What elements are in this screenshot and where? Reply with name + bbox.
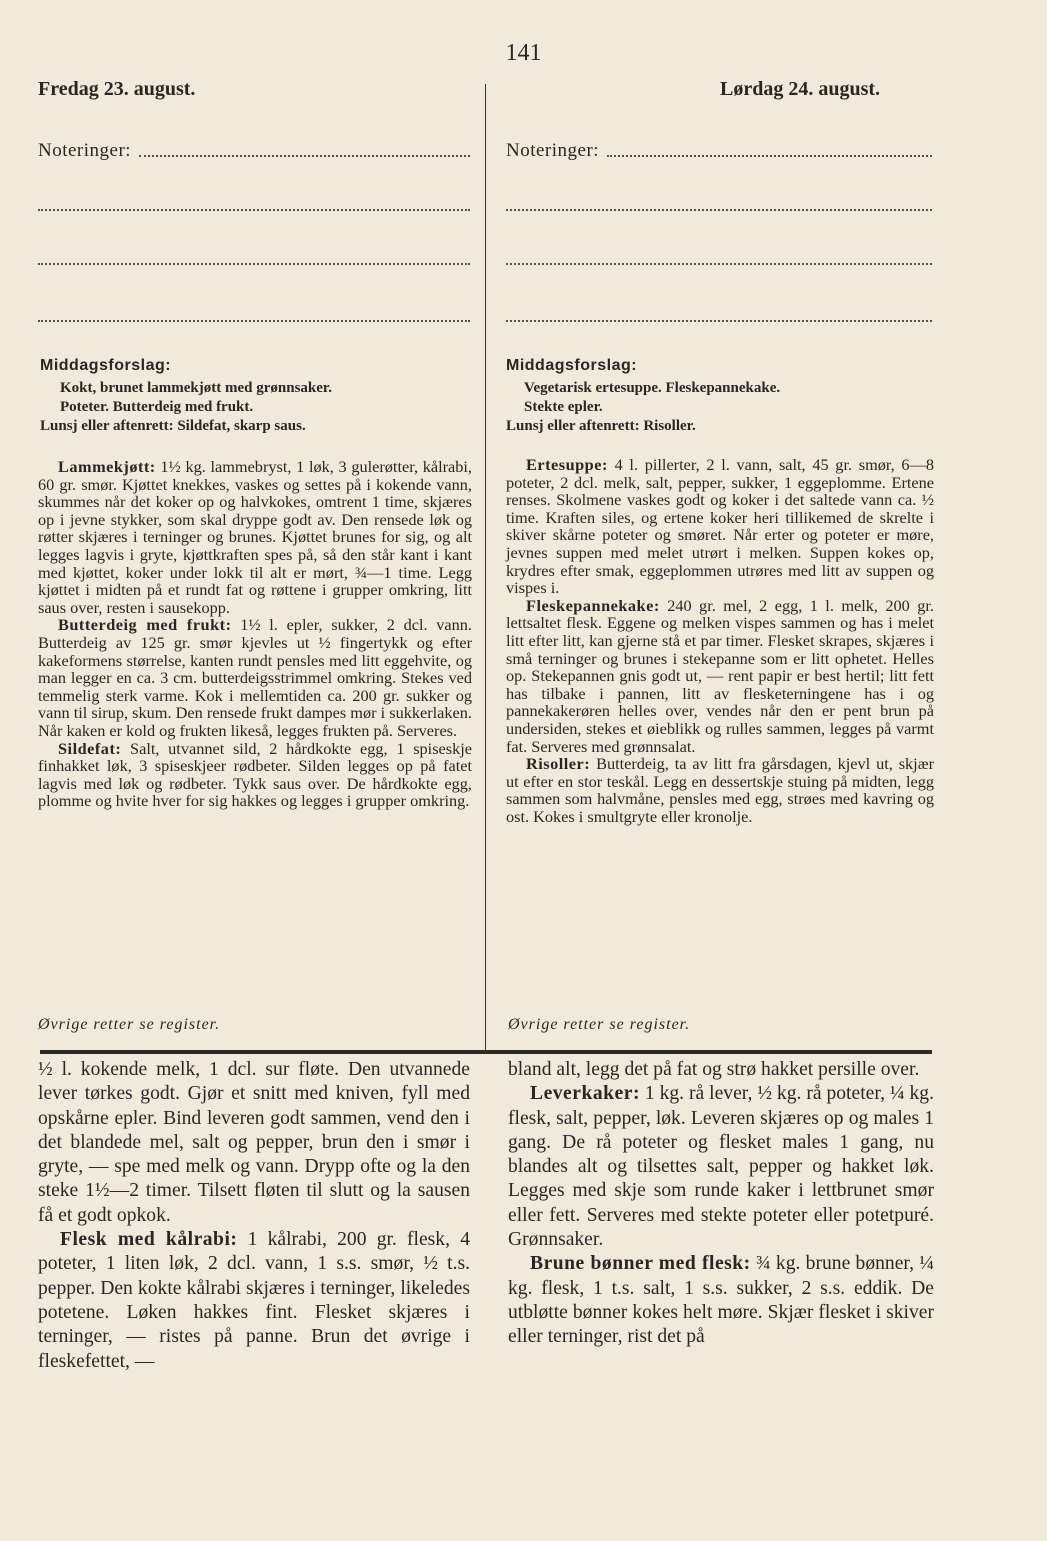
menu-line: Lunsj eller aftenrett: Sildefat, skarp saus. bbox=[40, 418, 306, 434]
recipe-text: Salt, utvannet sild, 2 hårdkokte egg, 1 spiseskje finhakket løk, 3 spiseskjeer rødbeter. Silden legges op på fatet lagvis med løk og rødbeter. Tykk saus over. De hårdkokte egg, plomme og hvite hver for sig hakkes og legges i grupper omkring. bbox=[38, 738, 472, 811]
paragraph: Brune bønner med flesk: ¾ kg. brune bønner, ¼ kg. flesk, 1 t.s. salt, 1 s.s. sukker, 2 s.s. eddik. De utbløtte bønner kokes helt møre. Skjær flesket i skiver eller terninger, rist det på bbox=[508, 1253, 934, 1348]
recipe-name: Leverkaker: bbox=[530, 1083, 640, 1105]
lower-left-text bbox=[38, 1058, 470, 1374]
recipe-text: Butterdeig, ta av litt fra gårsdagen, kjevl ut, skjær ut efter en stor teskål. Legg en dessertskje stuing på midten, legg sammen som halvmåne, pensles med egg, strøes med kavring og ost. Kokes i smultgryte eller kronolje. bbox=[506, 754, 934, 826]
lower-right-text bbox=[508, 1058, 934, 1350]
recipe-text: 4 l. pillerter, 2 l. vann, salt, 45 gr. smør, 6—8 poteter, 2 dcl. melk, salt, pepper, sukker, 1 eggeplomme. Ertene renses. Skolmene vaskes godt og koker i det saltede vann ca. ½ time. Kraften siles, og ertene koker heri tillikemed de skrelte i skiver skårne poteter og smøret. Når erter og poteter er møre, jevnes suppen med melet utrørt i melken. Suppen kokes op, krydres efter smak, eggeplommen utrøres med litt av suppen og vispes i. bbox=[506, 455, 934, 598]
column-divider bbox=[485, 84, 486, 1050]
recipe-text: 240 gr. mel, 2 egg, 1 l. melk, 200 gr. lettsaltet flesk. Eggene og melken vispes sammen og has i melet litt efter litt, kan gjerne stå et par timer. Flesket skrapes, skjæres i små terninger og brunes i stekepanne som er litt ophetet. Helles op. Stekepannen gnis godt ut, — rent papir er best hertil; litt fett has tilbake i pannen, litt av flesketerningene has i og pannekakerøren helles over, vendes når den er pent brun på undersiden, stekes et øieblikk og rulles sammen, legges på varmt fat. Serveres med grønnsalat. bbox=[506, 595, 934, 756]
recipe-name: Flesk med kålrabi: bbox=[60, 1229, 238, 1251]
recipe-text: 1½ l. epler, sukker, 2 dcl. vann. Butterdeig av 125 gr. smør kjevles ut ½ fingertykk og efter kakeformens størrelse, kanten rundt pensles med litt eggehvite, og man legger en ca. 3 cm. butterdeigsstrimmel omkring. Stekes ved temmelig sterk varme. Kok i mellemtiden ca. 200 gr. sukker og vann til sirup, skum. Den rensede frukt dampes mør i sukkerlaken. Når kaken er kold og frukten likeså, legges frukten på. Serveres. bbox=[38, 615, 472, 740]
paragraph: bland alt, legg det på fat og strø hakket persille over. bbox=[508, 1059, 920, 1080]
left-menu bbox=[40, 357, 472, 436]
notes-line bbox=[506, 208, 932, 211]
recipe-name: Lammekjøtt: bbox=[58, 457, 156, 476]
right-notes bbox=[506, 140, 932, 322]
recipe bbox=[506, 597, 934, 755]
right-menu bbox=[506, 357, 932, 436]
recipe-name: Fleskepannekake: bbox=[526, 595, 660, 615]
recipe bbox=[506, 456, 934, 597]
recipe bbox=[38, 616, 472, 739]
recipe bbox=[38, 458, 472, 616]
notes-line bbox=[38, 319, 470, 322]
notes-line bbox=[38, 208, 470, 211]
recipe bbox=[38, 740, 472, 810]
notes-line bbox=[506, 262, 932, 265]
left-notes-label: Noteringer: bbox=[38, 140, 132, 161]
recipe-name: Brune bønner med flesk: bbox=[530, 1253, 751, 1275]
recipe-name: Butterdeig med frukt: bbox=[58, 615, 232, 635]
recipe-name: Ertesuppe: bbox=[526, 455, 608, 474]
right-day-heading: Lørdag 24. august. bbox=[720, 78, 881, 100]
right-middag-label: Middagsforslag: bbox=[506, 357, 638, 374]
notes-line bbox=[139, 154, 470, 157]
paragraph: Leverkaker: 1 kg. rå lever, ½ kg. rå poteter, ¼ kg. flesk, salt, pepper, løk. Leveren skjæres op og males 1 gang. De rå poteter og flesket males 1 gang, nu blandes alt og tilsettes salt, pepper og hakket løk. Legges med skje som runde kaker i lettbrunet smør eller fett. Serveres med stekte poteter eller potetpuré. Grønnsaker. bbox=[508, 1083, 934, 1251]
section-rule bbox=[40, 1050, 932, 1054]
recipe bbox=[506, 755, 934, 825]
paragraph: ½ l. kokende melk, 1 dcl. sur fløte. Den utvannede lever tørkes godt. Gjør et snitt med kniven, fyll med opskårne epler. Bind leveren godt sammen, vend den i det blandede mel, salt og pepper, brun den i smør i gryte, — spe med melk og vann. Drypp ofte og la den steke 1½—2 timer. Tilsett fløten til slutt og la sausen få et godt opkok. bbox=[38, 1059, 470, 1226]
menu-line: Kokt, brunet lammekjøtt med grønnsaker. bbox=[60, 380, 332, 396]
notes-line bbox=[38, 262, 470, 265]
left-notes bbox=[38, 140, 470, 322]
left-day-heading: Fredag 23. august. bbox=[38, 78, 196, 100]
menu-line: Stekte epler. bbox=[524, 399, 603, 415]
menu-line: Vegetarisk ertesuppe. Fleskepannekake. bbox=[524, 380, 781, 396]
page-number: 141 bbox=[505, 40, 542, 66]
menu-line: Poteter. Butterdeig med frukt. bbox=[60, 399, 254, 415]
notes-line bbox=[506, 319, 932, 322]
menu-line: Lunsj eller aftenrett: Risoller. bbox=[506, 418, 696, 434]
paragraph: Flesk med kålrabi: 1 kålrabi, 200 gr. flesk, 4 poteter, 1 liten løk, 2 dcl. vann, 1 s.s. smør, ½ t.s. pepper. Den kokte kålrabi skjæres i terninger, likeledes potetene. Løken hakkes fint. Flesket skjæres i terninger, — ristes på panne. Brun det øvrige i fleskefettet, — bbox=[38, 1229, 470, 1372]
recipe-name: Risoller: bbox=[526, 754, 591, 774]
recipe-name: Sildefat: bbox=[58, 738, 122, 758]
left-ovrige: Øvrige retter se register. bbox=[38, 1016, 221, 1033]
right-notes-label: Noteringer: bbox=[506, 140, 600, 161]
right-ovrige: Øvrige retter se register. bbox=[508, 1016, 691, 1033]
notes-line bbox=[607, 154, 932, 157]
left-recipes bbox=[38, 458, 472, 810]
right-recipes bbox=[506, 456, 934, 825]
recipe-text: 1½ kg. lammebryst, 1 løk, 3 gulerøtter, kålrabi, 60 gr. smør. Kjøttet knekkes, vaskes og settes på i kokende vann, skummes når det koker op og halvkokes, omtrent 1 time, skjæres op i jevne stykker, som skal dryppe godt av. Den rensede løk og røtter skjæres i terninger og brunes. Kjøttet brunes for sig, og alt legges lagvis i gryte, kjøttkraften spes på, så den står kant i kant med kjøttet, koker under lokk til alt er mørt, ¾—1 time. Legg kjøttet i midten på et rundt fat og røttene i grupper omkring, litt saus over, resten i sausekopp. bbox=[38, 457, 472, 617]
left-middag-label: Middagsforslag: bbox=[40, 357, 172, 374]
